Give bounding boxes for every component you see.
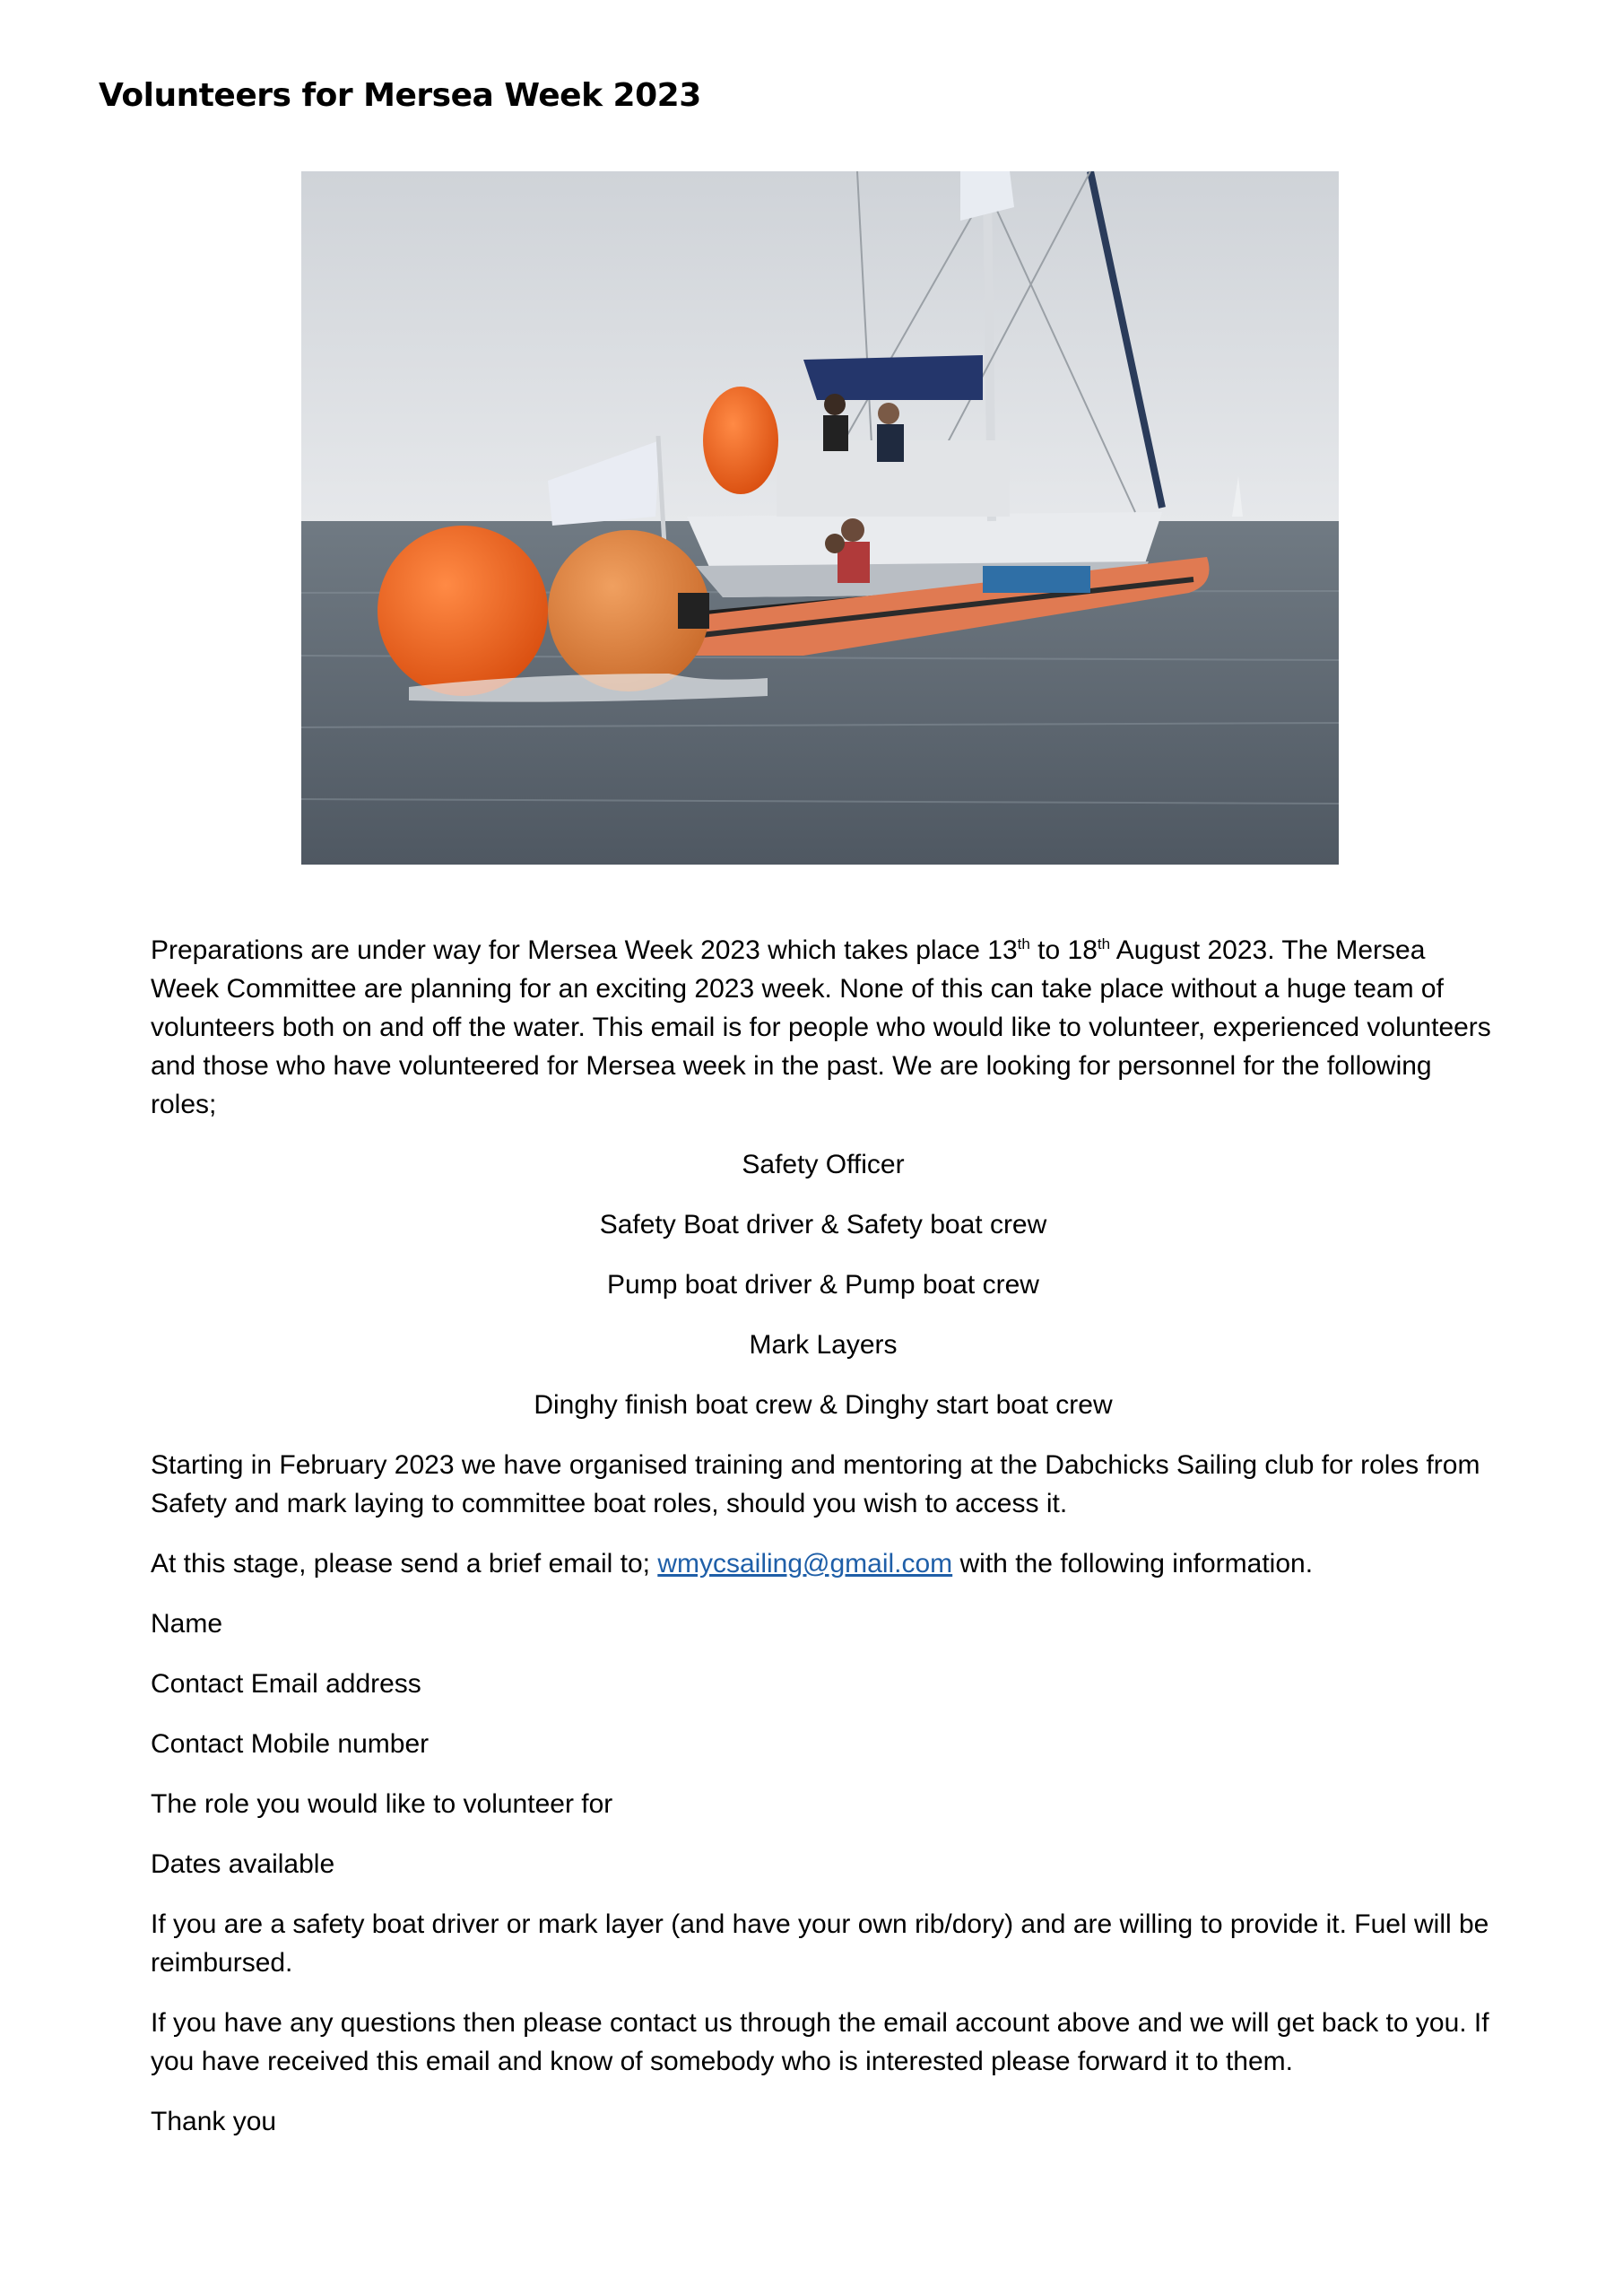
role-item: Safety Officer [742, 1150, 905, 1179]
document-body [151, 931, 1496, 2162]
field-item: The role you would like to volunteer for [151, 1789, 613, 1819]
field-item: Contact Mobile number [151, 1729, 430, 1759]
boat-note-paragraph: If you are a safety boat driver or mark layer (and have your own rib/dory) and are willing to provide it. Fuel will be reimbursed. [151, 1909, 1489, 1978]
training-paragraph: Starting in February 2023 we have organised training and mentoring at the Dabchicks Sailing club for roles from Safety and mark laying to committee boat roles, should you wish to access it. [151, 1450, 1480, 1518]
sailing-photo [301, 171, 1339, 865]
role-item: Safety Boat driver & Safety boat crew [599, 1210, 1047, 1239]
field-item: Name [151, 1609, 223, 1639]
role-item: Mark Layers [749, 1330, 898, 1360]
closing-text: Thank you [151, 2107, 277, 2136]
page-title: Volunteers for Mersea Week 2023 [99, 77, 701, 114]
contact-paragraph: At this stage, please send a brief email to; wmycsailing@gmail.com with the following information. [151, 1549, 1314, 1578]
questions-paragraph: If you have any questions then please contact us through the email account above and we will get back to you. If you have received this email and know of somebody who is interested please forward it to them. [151, 2008, 1489, 2076]
field-item: Contact Email address [151, 1669, 421, 1699]
role-item: Pump boat driver & Pump boat crew [607, 1270, 1039, 1300]
email-link[interactable]: wmycsailing@gmail.com [657, 1549, 953, 1578]
role-item: Dinghy finish boat crew & Dinghy start boat crew [534, 1390, 1113, 1420]
field-item: Dates available [151, 1849, 335, 1879]
intro-paragraph: Preparations are under way for Mersea Week 2023 which takes place 13th to 18th August 2023. The Mersea Week Committee are planning for an exciting 2023 week. None of this can take place without a huge team of volunteers both on and off the water. This email is for people who would like to volunteer, experienced volunteers and those who have volunteered for Mersea week in the past. We are looking for personnel for the following roles; [151, 935, 1491, 1119]
